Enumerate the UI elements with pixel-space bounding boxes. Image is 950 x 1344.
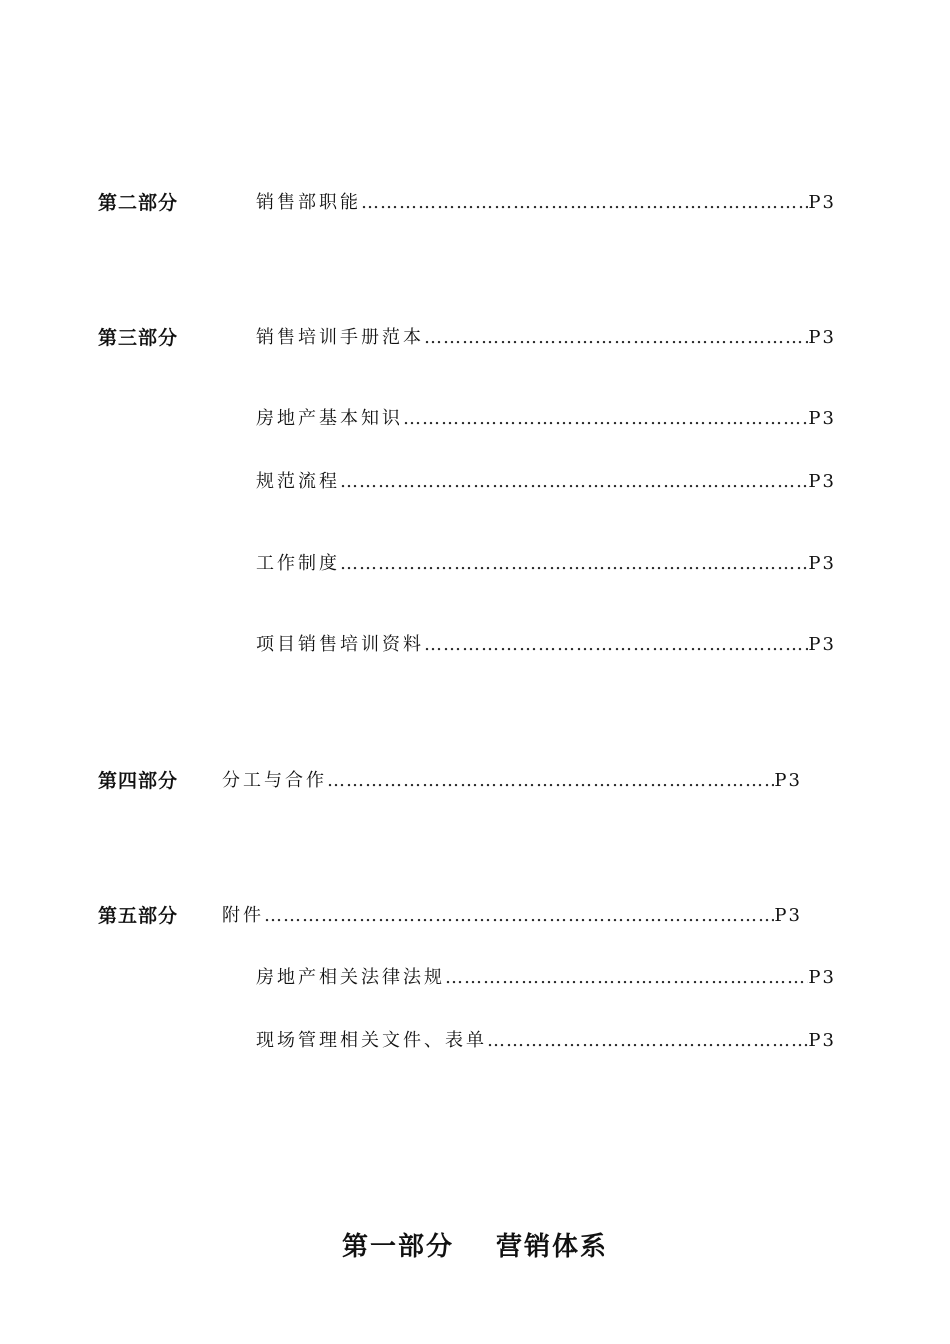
toc-entry-page: P3 [808, 1030, 836, 1051]
toc-entry-title: 规范流程 [256, 471, 340, 492]
toc-entry-page: P3 [808, 967, 836, 988]
dot-leader [327, 769, 774, 793]
toc-entry-sales-dept-functions[interactable] [256, 191, 836, 215]
toc-entry-page: P3 [808, 192, 836, 213]
toc-entry-attachments[interactable] [222, 904, 802, 928]
toc-entry-page: P3 [774, 770, 802, 791]
section-heading-title: 营销体系 [496, 1232, 609, 1262]
dot-leader [340, 470, 808, 494]
toc-entry-division-cooperation[interactable] [222, 769, 802, 793]
toc-entry-sales-training-manual[interactable] [256, 326, 836, 350]
part2-label: 第二部分 [98, 192, 179, 214]
dot-leader [264, 904, 774, 928]
part5-label: 第五部分 [98, 905, 179, 927]
dot-leader [424, 326, 808, 350]
toc-entry-title: 附件 [222, 905, 264, 926]
toc-entry-real-estate-laws[interactable] [256, 966, 836, 990]
toc-entry-page: P3 [808, 553, 836, 574]
part3-label: 第三部分 [98, 327, 179, 349]
dot-leader [361, 191, 808, 215]
toc-entry-page: P3 [808, 471, 836, 492]
toc-entry-title: 房地产基本知识 [256, 408, 403, 429]
toc-entry-standard-process[interactable] [256, 470, 836, 494]
toc-entry-title: 现场管理相关文件、表单 [256, 1030, 487, 1051]
toc-entry-site-management-forms[interactable] [256, 1029, 836, 1053]
toc-entry-title: 销售部职能 [256, 192, 361, 213]
toc-entry-page: P3 [774, 905, 802, 926]
toc-entry-title: 销售培训手册范本 [256, 327, 424, 348]
dot-leader [445, 966, 808, 990]
dot-leader [487, 1029, 808, 1053]
dot-leader [403, 407, 808, 431]
part4-label: 第四部分 [98, 770, 179, 792]
toc-entry-page: P3 [808, 634, 836, 655]
dot-leader [424, 633, 808, 657]
toc-entry-title: 工作制度 [256, 553, 340, 574]
toc-entry-title: 房地产相关法律法规 [256, 967, 445, 988]
section-heading [0, 1230, 950, 1264]
dot-leader [340, 552, 808, 576]
toc-entry-title: 项目销售培训资料 [256, 634, 424, 655]
toc-entry-project-training-materials[interactable] [256, 633, 836, 657]
toc-entry-page: P3 [808, 408, 836, 429]
toc-entry-work-rules[interactable] [256, 552, 836, 576]
section-heading-part: 第一部分 [341, 1232, 454, 1262]
toc-entry-title: 分工与合作 [222, 770, 327, 791]
toc-entry-real-estate-basics[interactable] [256, 407, 836, 431]
toc-entry-page: P3 [808, 327, 836, 348]
